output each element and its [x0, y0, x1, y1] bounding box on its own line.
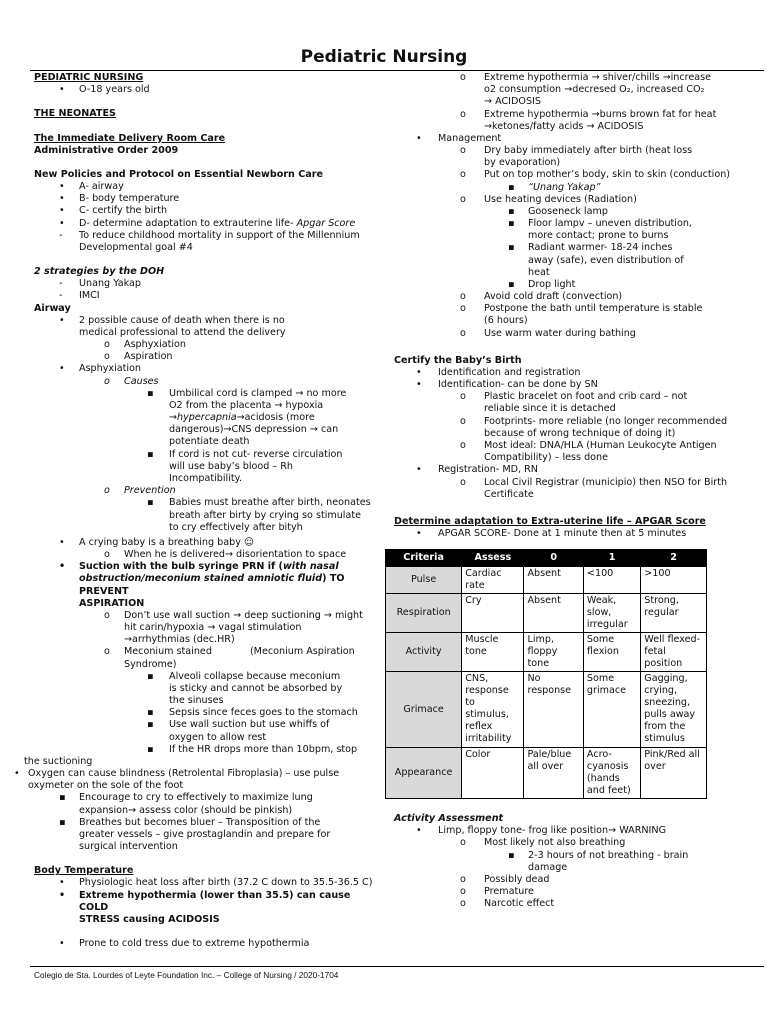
circle-bullet-icon: o — [460, 886, 466, 898]
list-item: o Causes — [104, 375, 159, 387]
list-item: o Extreme hypothermia → shiver/chills →increase o2 consumption →decresed O₂, increased CO₂ → ACIDOSIS — [460, 72, 712, 108]
heading-pediatric-nursing: PEDIATRIC NURSING — [34, 72, 144, 83]
list-item: ▪ “Unang Yakap” — [508, 181, 601, 193]
circle-bullet-icon: o — [460, 108, 466, 120]
list-item: ▪ Use wall suction but use whiffs of oxygen to allow rest — [147, 719, 330, 743]
circle-bullet-icon: o — [460, 72, 466, 83]
table-header-row — [386, 550, 707, 567]
circle-bullet-icon: o — [460, 898, 466, 910]
list-item: o When he is delivered→ disorientation to space — [104, 549, 347, 561]
circle-bullet-icon: o — [460, 415, 466, 427]
square-bullet-icon: ▪ — [147, 497, 154, 509]
bullet-icon: • — [59, 877, 65, 889]
right-column — [394, 72, 766, 910]
list-item: ▪ If the HR drops more than 10bpm, stop — [147, 743, 358, 755]
list-item: • D- determine adaptation to extrauterine life- Apgar Score — [59, 217, 356, 229]
square-bullet-icon: ▪ — [147, 670, 154, 682]
circle-bullet-icon: o — [460, 145, 466, 157]
left-column — [14, 72, 374, 950]
table-cell: CNS, response to stimulus, reflex irritability — [462, 672, 524, 748]
table-row — [386, 672, 707, 748]
table-cell: <100 — [583, 567, 640, 594]
apgar-table — [385, 549, 707, 799]
list-item: ▪ Alveoli collapse because meconium is sticky and cannot be absorbed by the sinuses — [147, 670, 343, 707]
bullet-icon: • — [59, 314, 65, 326]
column-header: 0 — [524, 550, 583, 567]
list-item: o Meconium stained (Meconium Aspiration Syndrome) — [104, 646, 355, 670]
list-item: • O-18 years old — [59, 84, 150, 96]
circle-bullet-icon: o — [104, 609, 110, 621]
dash-icon: - — [59, 278, 63, 290]
bullet-icon: • — [59, 217, 65, 229]
heading-body-temperature: Body Temperature — [34, 865, 134, 877]
circle-bullet-icon: o — [460, 169, 466, 181]
list-item: o Local Civil Registrar (municipio) then NSO for Birth Certificate — [460, 476, 728, 500]
square-bullet-icon: ▪ — [147, 448, 154, 460]
list-item: o Footprints- more reliable (no longer recommended because of wrong technique of doing it) — [460, 415, 728, 439]
square-bullet-icon: ▪ — [508, 242, 515, 254]
bullet-icon: • — [14, 768, 20, 780]
column-header: 1 — [583, 550, 640, 567]
table-cell: Absent — [524, 594, 583, 633]
bullet-icon: • — [416, 825, 422, 837]
table-cell: >100 — [641, 567, 707, 594]
list-item: o Use warm water during bathing — [460, 327, 636, 339]
list-item: • A crying baby is a breathing baby ☺ — [59, 536, 254, 548]
bullet-icon: • — [59, 363, 65, 375]
bullet-icon: • — [59, 84, 65, 96]
circle-bullet-icon: o — [104, 646, 110, 658]
table-row — [386, 567, 707, 594]
list-item: o Possibly dead — [460, 873, 550, 885]
heading-certify-birth: Certify the Baby’s Birth — [394, 354, 522, 366]
circle-bullet-icon: o — [104, 351, 110, 363]
list-item: ▪ Breathes but becomes bluer – Transposition of the greater vessels – give prostaglandin and prepare for surgical intervention — [59, 816, 331, 853]
table-cell: Some flexion — [583, 633, 640, 672]
bullet-icon: • — [416, 379, 422, 391]
square-bullet-icon: ▪ — [59, 816, 66, 828]
square-bullet-icon: ▪ — [147, 743, 154, 755]
page-title: Pediatric Nursing — [300, 47, 468, 67]
circle-bullet-icon: o — [460, 193, 466, 205]
square-bullet-icon: ▪ — [508, 278, 515, 290]
heading-determine-adaptation: Determine adaptation to Extra-uterine life – APGAR Score — [394, 515, 706, 527]
list-item: o Dry baby immediately after birth (heat loss by evaporation) — [460, 145, 693, 169]
circle-bullet-icon: o — [104, 485, 110, 497]
list-item: • APGAR SCORE- Done at 1 minute then at 5 minutes — [416, 528, 687, 540]
circle-bullet-icon: o — [460, 303, 466, 315]
bullet-icon: • — [416, 132, 422, 144]
circle-bullet-icon: o — [104, 375, 110, 387]
list-item: o Most likely not also breathing — [460, 837, 626, 849]
list-item: • Identification and registration — [416, 366, 581, 378]
list-item: - Unang Yakap — [59, 278, 141, 290]
table-row — [386, 594, 707, 633]
table-cell: Grimace — [386, 672, 462, 748]
bullet-icon: • — [59, 193, 65, 205]
circle-bullet-icon: o — [104, 549, 110, 561]
list-item: ▪ Encourage to cry to effectively to maximize lung expansion→ assess color (should be pinkish) — [59, 792, 313, 816]
list-item: • Asphyxiation — [59, 363, 142, 375]
table-cell: Gagging, crying, sneezing, pulls away from the stimulus — [641, 672, 707, 748]
list-item: • Suction with the bulb syringe PRN if (with nasal obstruction/meconium stained amniotic fluid) TO PREVENT ASPIRATION — [59, 561, 345, 609]
list-item: • Prone to cold tress due to extreme hypothermia — [59, 938, 310, 950]
circle-bullet-icon: o — [460, 837, 466, 849]
square-bullet-icon: ▪ — [508, 218, 515, 230]
dash-icon: - — [59, 229, 63, 241]
table-cell: Pale/blue all over — [524, 748, 583, 799]
footer-rule — [30, 966, 764, 967]
list-item: ▪ Umbilical cord is clamped → no more O2 from the placenta → hypoxia →hypercapnia→acidosis (more dangerous)→CNS depression → can potentiate death — [147, 387, 347, 448]
list-item: • 2 possible cause of death when there is no medical professional to attend the delivery — [59, 314, 286, 338]
table-cell: Well flexed- fetal position — [641, 633, 707, 672]
page-footer: Colegio de Sta. Lourdes of Leyte Foundation Inc. – College of Nursing / 2020-1704 — [34, 970, 339, 980]
bullet-icon: • — [59, 181, 65, 193]
circle-bullet-icon: o — [460, 439, 466, 451]
list-item: • Management — [416, 132, 502, 144]
list-item: o Premature — [460, 886, 534, 898]
heading-immediate-care: The Immediate Delivery Room Care — [34, 132, 226, 144]
header-rule — [30, 70, 764, 71]
list-item: o Put on top mother’s body, skin to skin (conduction) — [460, 169, 731, 181]
circle-bullet-icon: o — [460, 873, 466, 885]
table-cell: Color — [462, 748, 524, 799]
heading-activity-assessment: Activity Assessment — [394, 812, 504, 824]
list-item: • A- airway — [59, 181, 124, 193]
table-row — [386, 748, 707, 799]
list-item: • Oxygen can cause blindness (Retrolental Fibroplasia) – use pulse oxymeter on the sole of the foot — [14, 768, 340, 792]
table-cell: Some grimace — [583, 672, 640, 748]
heading-new-policies: New Policies and Protocol on Essential Newborn Care — [34, 168, 323, 180]
bullet-icon: • — [59, 889, 66, 901]
table-cell: Respiration — [386, 594, 462, 633]
list-item: o Postpone the bath until temperature is stable (6 hours) — [460, 303, 703, 327]
table-cell: No response — [524, 672, 583, 748]
list-item: - IMCI — [59, 290, 100, 302]
heading-airway: Airway — [34, 302, 71, 314]
dash-icon: - — [59, 290, 63, 302]
heading-neonates: THE NEONATES — [34, 108, 116, 120]
list-item: o Asphyxiation — [104, 339, 187, 351]
square-bullet-icon: ▪ — [508, 849, 515, 861]
circle-bullet-icon: o — [460, 327, 466, 339]
table-cell: Absent — [524, 567, 583, 594]
list-item: o Don’t use wall suction → deep suctioning → might hit carin/hypoxia → vagal stimulation →arrhythmias (dec.HR) — [104, 609, 363, 646]
list-item: o Use heating devices (Radiation) — [460, 193, 637, 205]
list-item: o Aspiration — [104, 351, 173, 363]
bullet-icon: • — [59, 536, 65, 548]
bullet-icon: • — [416, 464, 422, 476]
list-item: o Plastic bracelet on foot and crib card – not reliable since it is detached — [460, 391, 688, 415]
list-item: • B- body temperature — [59, 193, 180, 205]
circle-bullet-icon: o — [104, 339, 110, 351]
circle-bullet-icon: o — [460, 391, 466, 403]
list-item: • Physiologic heat loss after birth (37.2 C down to 35.5-36.5 C) — [59, 877, 373, 889]
table-cell: Cry — [462, 594, 524, 633]
list-item: o Extreme hypothermia →burns brown fat for heat →ketones/fatty acids → ACIDOSIS — [460, 108, 717, 132]
list-item: o Most ideal: DNA/HLA (Human Leukocyte Antigen Compatibility) – less done — [460, 439, 717, 464]
list-item: ▪ Drop light — [508, 278, 576, 290]
table-cell: Muscle tone — [462, 633, 524, 672]
bullet-icon: • — [416, 366, 422, 378]
list-item: • C- certify the birth — [59, 205, 168, 217]
square-bullet-icon: ▪ — [147, 707, 154, 719]
table-cell: Acro- cyanosis (hands and feet) — [583, 748, 640, 799]
square-bullet-icon: ▪ — [508, 205, 515, 217]
list-item: ▪ If cord is not cut- reverse circulation will use baby’s blood – Rh Incompatibility. — [147, 448, 343, 484]
list-item: ▪ Gooseneck lamp — [508, 205, 608, 217]
list-item: o Narcotic effect — [460, 898, 555, 910]
heading-strategies: 2 strategies by the DOH — [34, 266, 165, 278]
list-item: • Registration- MD, RN — [416, 464, 538, 476]
column-header: Assess — [462, 550, 524, 567]
table-cell: Activity — [386, 633, 462, 672]
table-cell: Limp, floppy tone — [524, 633, 583, 672]
table-cell: Pink/Red all over — [641, 748, 707, 799]
list-item: • Extreme hypothermia (lower than 35.5) can cause COLD STRESS causing ACIDOSIS — [59, 889, 351, 925]
circle-bullet-icon: o — [460, 291, 466, 303]
bullet-icon: • — [416, 528, 422, 540]
table-cell: Strong, regular — [641, 594, 707, 633]
table-cell: Weak, slow, irregular — [583, 594, 640, 633]
table-cell: Cardiac rate — [462, 567, 524, 594]
square-bullet-icon: ▪ — [147, 719, 154, 731]
table-cell: Pulse — [386, 567, 462, 594]
square-bullet-icon: ▪ — [147, 387, 154, 399]
table-row — [386, 633, 707, 672]
list-item: o Prevention — [104, 485, 176, 497]
list-item: ▪ Babies must breathe after birth, neonates breath after birty by crying so stimulate to cry effectively after bityh — [147, 497, 371, 533]
circle-bullet-icon: o — [460, 476, 466, 488]
list-item: ▪ Sepsis since feces goes to the stomach — [147, 707, 358, 719]
list-item: • Limp, floppy tone- frog like position→ WARNING — [416, 825, 667, 837]
continuation-text: the suctioning — [24, 755, 93, 767]
bullet-icon: • — [59, 205, 65, 217]
square-bullet-icon: ▪ — [59, 792, 66, 804]
bullet-icon: • — [59, 938, 65, 950]
list-item: - To reduce childhood mortality in support of the Millennium Developmental goal #4 — [59, 229, 360, 253]
list-item: ▪ Radiant warmer- 18-24 inches away (safe), even distribution of heat — [508, 242, 684, 278]
list-item: ▪ 2-3 hours of not breathing - brain damage — [508, 849, 689, 873]
square-bullet-icon: ▪ — [508, 181, 515, 193]
list-item: o Avoid cold draft (convection) — [460, 291, 623, 303]
bullet-icon: • — [59, 561, 66, 573]
table-cell: Appearance — [386, 748, 462, 799]
column-header: Criteria — [386, 550, 462, 567]
list-item: • Identification- can be done by SN — [416, 379, 598, 391]
admin-order: Administrative Order 2009 — [34, 144, 179, 156]
column-header: 2 — [641, 550, 707, 567]
list-item: ▪ Floor lampv – uneven distribution, more contact; prone to burns — [508, 218, 692, 242]
